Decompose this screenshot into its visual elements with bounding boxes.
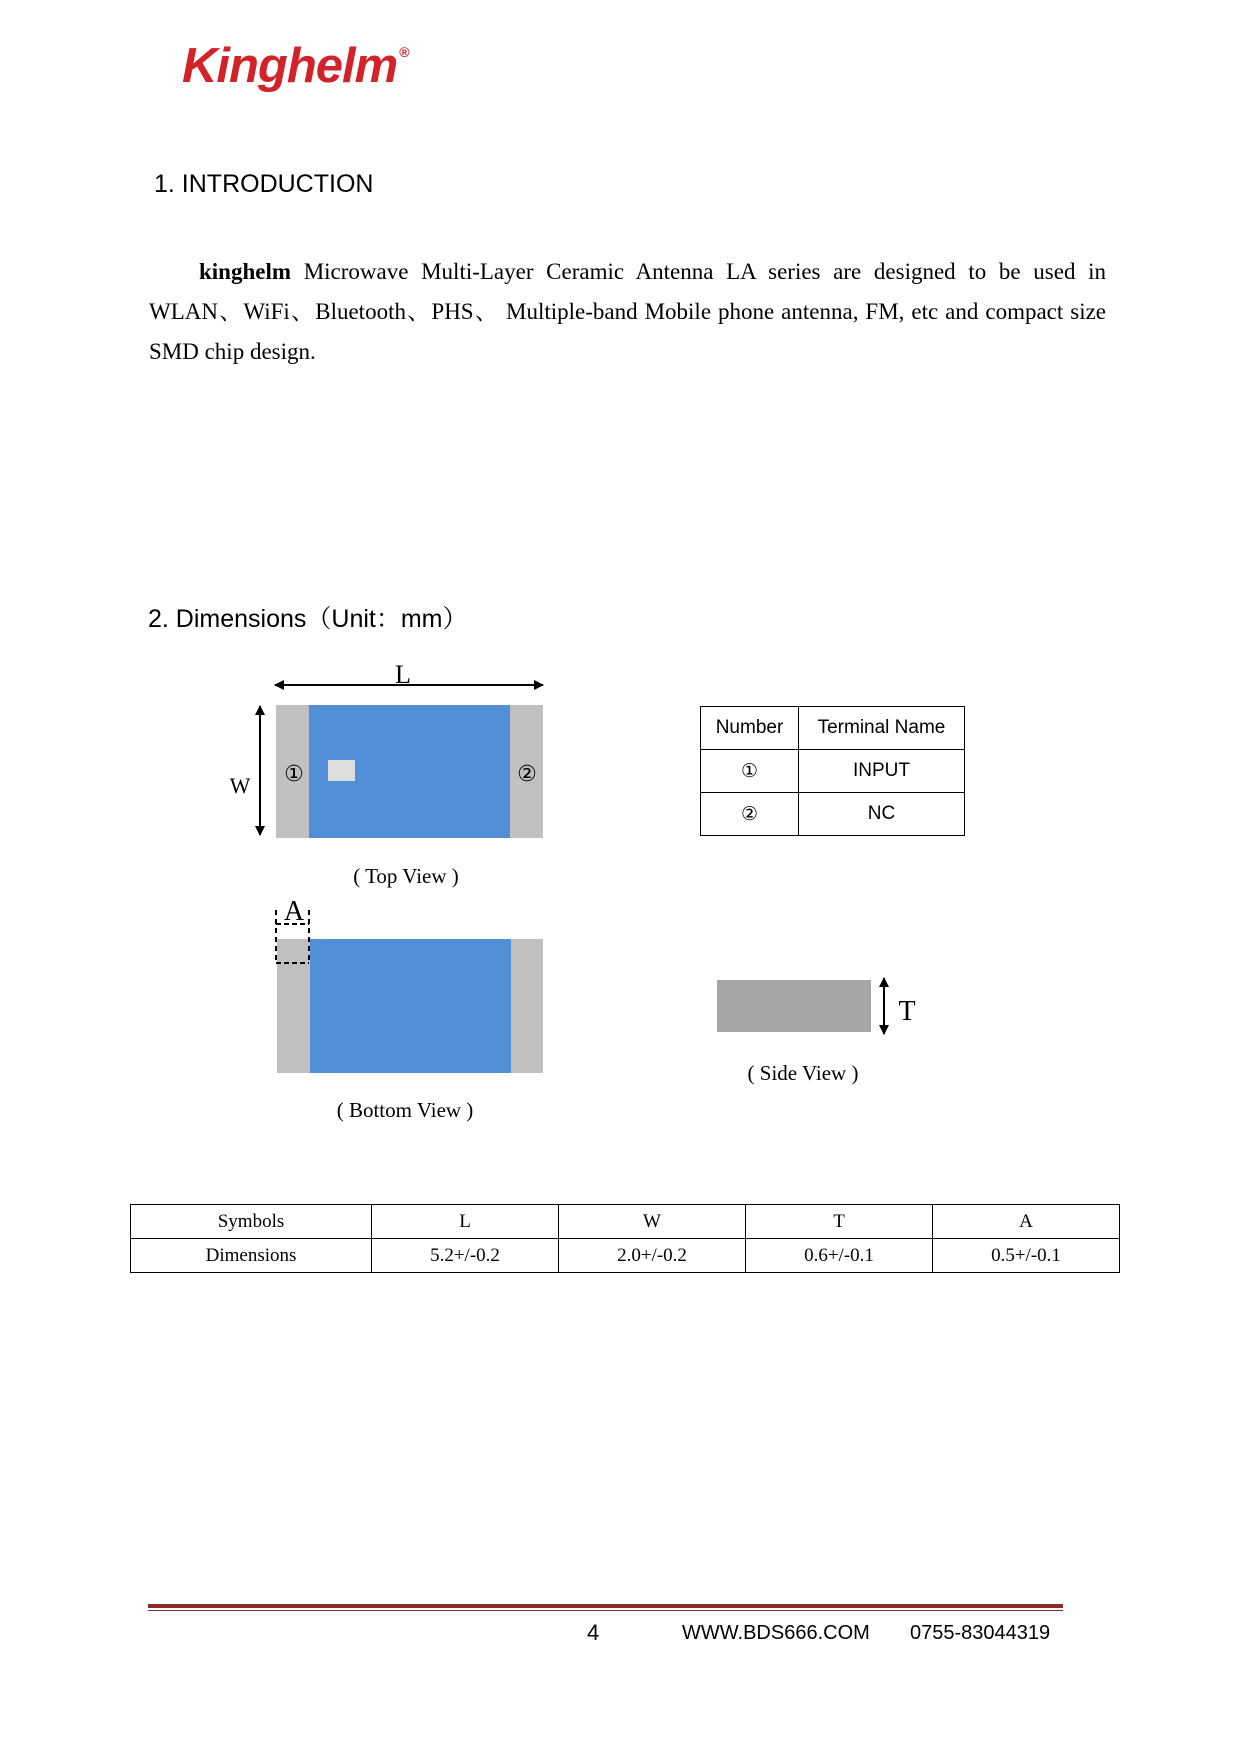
terminal-name: INPUT (799, 750, 965, 793)
table-cell: Symbols (131, 1205, 372, 1239)
bottom-view (276, 896, 543, 1122)
registered-mark: ® (399, 44, 409, 60)
table-cell: A (933, 1205, 1120, 1239)
logo-text: Kinghelm (182, 39, 398, 93)
table-cell: 0.6+/-0.1 (746, 1239, 933, 1273)
table-row (701, 793, 965, 836)
footer-phone: 0755-83044319 (910, 1622, 1051, 1644)
top-view-caption: ( Top View ) (353, 864, 459, 888)
terminal-number: ① (701, 750, 799, 793)
table-cell: W (559, 1205, 746, 1239)
side-view-caption: ( Side View ) (747, 1061, 859, 1085)
terminal-table (700, 706, 965, 836)
label-w: W (229, 773, 251, 798)
table-cell: T (746, 1205, 933, 1239)
intro-text: Microwave Multi-Layer Ceramic Antenna LA series are designed to be used in WLAN、WiFi、Bluetooth、PHS、 Multiple-band Mobile phone antenna, FM, etc and compact size SMD chip design. (149, 259, 1106, 364)
table-row (131, 1239, 1120, 1273)
section-heading-dimensions: 2. Dimensions（Unit：mm） (148, 605, 468, 633)
terminal-1-label: ① (284, 762, 304, 787)
chip-side-body (717, 980, 871, 1032)
terminal-number: ② (701, 793, 799, 836)
label-l: L (395, 660, 411, 689)
brand-name: kinghelm (199, 259, 292, 284)
side-view (717, 978, 916, 1085)
table-cell: 0.5+/-0.1 (933, 1239, 1120, 1273)
table-cell: 2.0+/-0.2 (559, 1239, 746, 1273)
table-header-row (131, 1205, 1120, 1239)
footer-rule-thin (148, 1610, 1063, 1611)
terminal-2-label: ② (517, 762, 537, 787)
header-terminal-name: Terminal Name (799, 707, 965, 750)
page-number: 4 (587, 1620, 600, 1645)
dimension-table (130, 1204, 1120, 1273)
section-heading-introduction: 1. INTRODUCTION (154, 170, 374, 198)
chip-bottom-body (310, 939, 511, 1073)
table-header-row (701, 707, 965, 750)
terminal-name: NC (799, 793, 965, 836)
footer-website: WWW.BDS666.COM (682, 1622, 870, 1644)
footer-rule (148, 1604, 1063, 1608)
table-cell: Dimensions (131, 1239, 372, 1273)
top-view (230, 660, 543, 888)
label-t: T (898, 996, 916, 1027)
table-cell: L (372, 1205, 559, 1239)
bottom-view-caption: ( Bottom View ) (336, 1098, 474, 1122)
orientation-marker (328, 760, 355, 781)
label-a: A (283, 896, 305, 927)
table-cell: 5.2+/-0.2 (372, 1239, 559, 1273)
header-number: Number (701, 707, 799, 750)
table-row (701, 750, 965, 793)
